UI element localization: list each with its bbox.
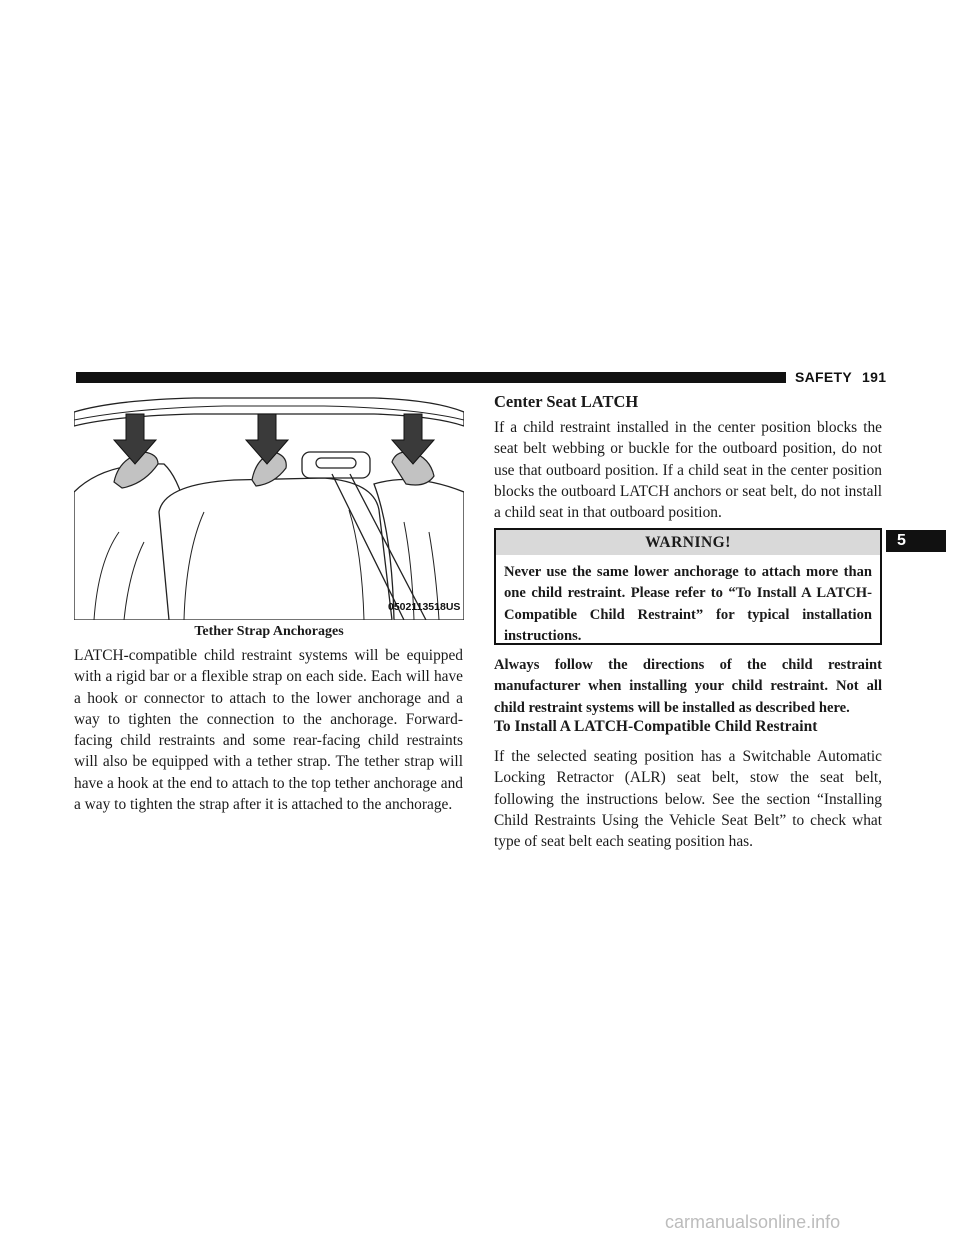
warning-box bbox=[494, 528, 882, 645]
tether-anchorage-illustration bbox=[74, 392, 464, 620]
page-number: 191 bbox=[862, 369, 887, 385]
center-seat-heading: Center Seat LATCH bbox=[494, 392, 639, 411]
center-seat-paragraph: If a child restraint installed in the center position blocks the seat belt webbing or buckle for the outboard position, do not use that outboard position. If a child seat in the center position blocks the outboard LATCH anchors or seat belt, do not install a child seat in that outboard position. bbox=[494, 419, 882, 522]
running-header bbox=[795, 369, 886, 385]
watermark: carmanualsonline.info bbox=[665, 1212, 841, 1232]
manufacturer-directions: Always follow the directions of the child restraint manufacturer when installing your child restraint. Not all child restraint systems will be installed as described here. bbox=[494, 657, 882, 716]
figure-code: 0502113518US bbox=[388, 601, 461, 613]
latch-description: LATCH-compatible child restraint systems will be equipped with a rigid bar or a flexible strap on each side. Each will have a hook or connector to attach to the lower anchorage and a way to tighten the connection to the anchorage. Forward-facing child restraints and some rear-facing child restraints will also be equipped with a tether strap. The tether strap will have a hook at the end to attach to the top tether anchorage and a way to tighten the strap after it is attached to the anchorage. bbox=[74, 647, 463, 814]
figure-caption: Tether Strap Anchorages bbox=[194, 624, 344, 639]
chapter-tab: 5 bbox=[886, 530, 946, 552]
warning-text: Never use the same lower anchorage to attach more than one child restraint. Please refer to “To Install A LATCH-Compatible Child Restraint” for typical installation instructions. bbox=[504, 564, 872, 644]
header-rule bbox=[76, 372, 786, 383]
install-heading: To Install A LATCH-Compatible Child Restraint bbox=[494, 718, 818, 735]
install-paragraph: If the selected seating position has a Switchable Automatic Locking Retractor (ALR) seat belt, stow the seat belt, following the instructions below. See the section “Installing Child Restraints Using the Vehicle Seat Belt” to check what type of seat belt each seating position has. bbox=[494, 748, 882, 851]
warning-title: WARNING! bbox=[496, 530, 880, 555]
center-seat bbox=[159, 478, 392, 620]
section-title: SAFETY bbox=[795, 369, 853, 385]
